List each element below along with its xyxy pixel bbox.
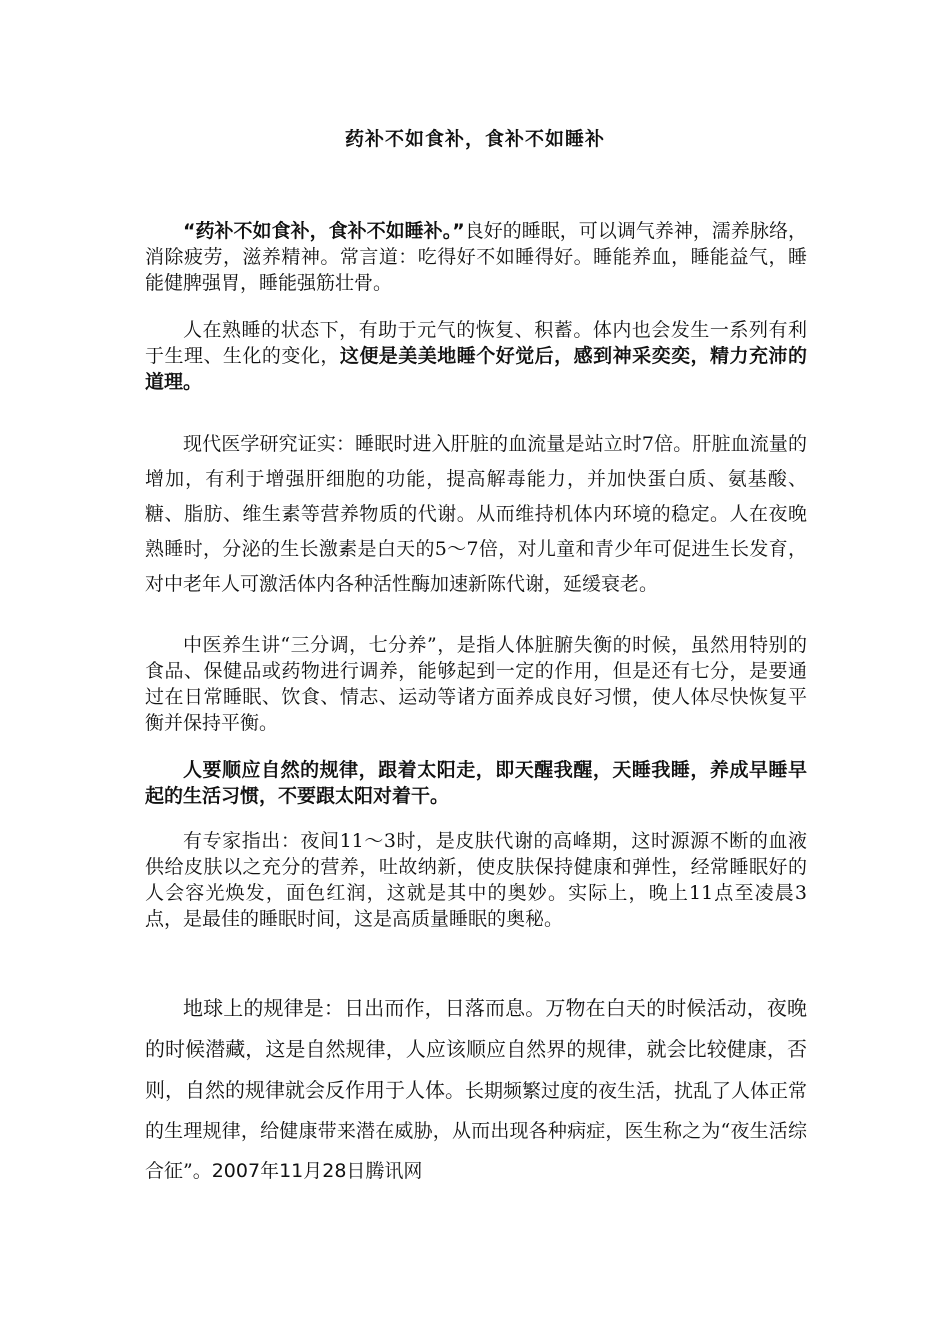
paragraph-3: 现代医学研究证实：睡眠时进入肝脏的血流量是站立时7倍。肝脏血流量的增加，有利于增强肝细胞的功能，提高解毒能力，并加快蛋白质、氨基酸、糖、脂肪、维生素等营养物质的代谢。从而维持机体内环境的稳定。人在夜晚熟睡时，分泌的生长激素是白天的5～7倍，对儿童和青少年可促进生长发育，对中老年人可激活体内各种活性酶加速新陈代谢，延缓衰老。: [145, 433, 807, 595]
paragraph-6: 有专家指出：夜间11～3时，是皮肤代谢的高峰期，这时源源不断的血液供给皮肤以之充分的营养，吐故纳新，使皮肤保持健康和弹性，经常睡眠好的人会容光焕发，面色红润，这就是其中的奥妙。实际上，晚上11点至凌晨3点，是最佳的睡眠时间，这是高质量睡眠的奥秘。: [145, 830, 807, 930]
paragraph-7-sans: 地球上的规律是：日出而作，日落而息。万物在白天的时候活动，夜晚的时候潜藏，这是自然规律，人应该顺应自然界的规律，就会比较健康，否则，自然的规律就会反作用于人体。: [145, 996, 807, 1102]
paragraph-7-text: 长期频繁过度的夜生活，扰乱了人体正常的生理规律，给健康带来潜在威胁，从而出现各种病症，医生称之为“夜生活综合征”。: [145, 1080, 808, 1182]
paragraph-1-text: 良好的睡眠，可以调气养神，濡养脉络，消除疲劳，滋养精神。常言道：吃得好不如睡得好。睡能养血，睡能益气，睡能健脾强胃，睡能强筋壮骨。: [145, 220, 807, 294]
document-title: 药补不如食补，食补不如睡补: [344, 128, 605, 150]
source-date: 2007年11月28日腾讯网: [211, 1160, 423, 1182]
paragraph-2-bold: 这便是美美地睡个好觉后，感到神采奕奕，精力充沛的道理。: [145, 345, 807, 393]
paragraph-1: [145, 218, 807, 296]
paragraph-2-text: 人在熟睡的状态下，有助于元气的恢复、积蓄。体内也会发生一系列有利于生理、生化的变化，: [145, 319, 807, 367]
paragraph-7: [145, 988, 807, 1191]
paragraph-2: [145, 317, 807, 395]
quote-bold: “药补不如食补，食补不如睡补。”: [183, 220, 465, 242]
paragraph-5: 人要顺应自然的规律，跟着太阳走，即天醒我醒，天睡我睡，养成早睡早起的生活习惯，不要跟太阳对着干。: [145, 759, 807, 807]
paragraph-4: 中医养生讲“三分调，七分养”，是指人体脏腑失衡的时候，虽然用特别的食品、保健品或药物进行调养，能够起到一定的作用，但是还有七分，是要通过在日常睡眠、饮食、情志、运动等诸方面养成良好习惯，使人体尽快恢复平衡并保持平衡。: [145, 634, 807, 734]
